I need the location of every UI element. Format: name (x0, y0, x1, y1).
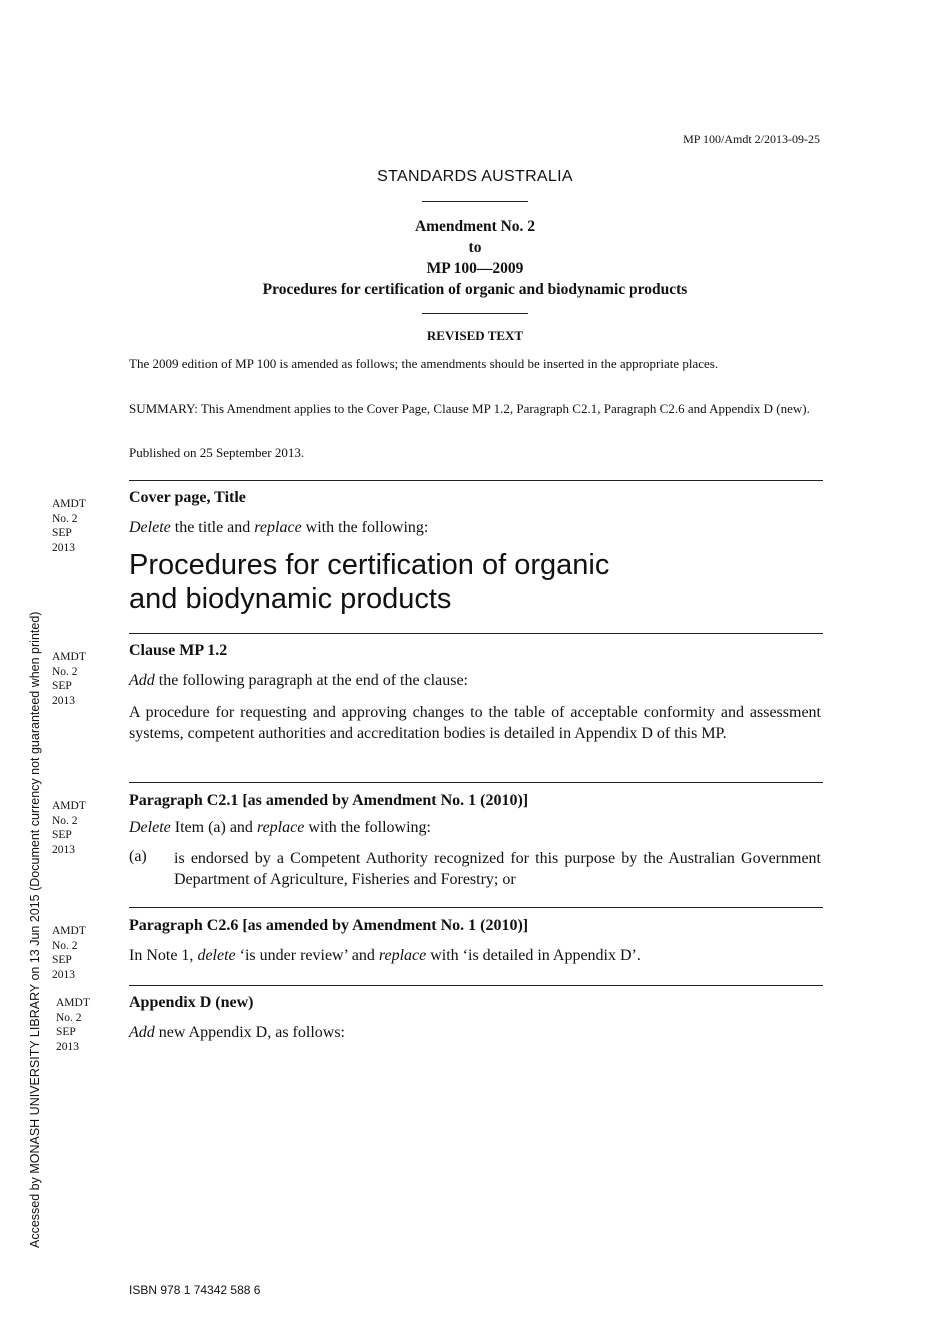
section-separator (129, 633, 823, 634)
amendment-number: Amendment No. 2 (414, 218, 536, 235)
document-reference: MP 100/Amdt 2/2013-09-25 (683, 132, 820, 146)
clause-new-paragraph: A procedure for requesting and approving changes to the table of acceptable conformity and assessment systems, competent authorities and accreditation bodies is detailed in Appendix D of this MP. (129, 704, 821, 742)
organization-name: STANDARDS AUSTRALIA (377, 168, 573, 185)
amendment-margin-note: AMDT No. 2 SEP 2013 (52, 651, 86, 707)
section-separator (129, 985, 823, 986)
section-separator (129, 782, 823, 783)
section-heading-clause-mp-1-2: Clause MP 1.2 (129, 642, 228, 659)
revised-text-label: REVISED TEXT (426, 328, 524, 343)
section-heading-paragraph-c2-6: Paragraph C2.6 [as amended by Amendment No. 1 (2010)] (129, 917, 529, 934)
title-divider-top (422, 201, 528, 202)
access-watermark: Accessed by MONASH UNIVERSITY LIBRARY on 13 Jun 2015 (Document currency not guaranteed when printed) (28, 611, 42, 1248)
clause-instruction: Add the following paragraph at the end of the clause: (129, 672, 468, 689)
title-divider-bottom (422, 313, 528, 314)
item-label: (a) (129, 848, 147, 865)
isbn: ISBN 978 1 74342 588 6 (129, 1283, 261, 1297)
item-text: is endorsed by a Competent Authority recognized for this purpose by the Australian Government Department of Agriculture, Fisheries and Forestry; or (174, 850, 821, 888)
cover-instruction: Delete the title and replace with the following: (129, 519, 429, 536)
standard-number: MP 100—2009 (426, 260, 524, 277)
amendment-to: to (468, 239, 482, 256)
appendix-d-instruction: Add new Appendix D, as follows: (129, 1024, 345, 1041)
c26-instruction: In Note 1, delete ‘is under review’ and replace with ‘is detailed in Appendix D’. (129, 947, 641, 964)
section-heading-appendix-d: Appendix D (new) (129, 994, 254, 1011)
amendment-margin-note: AMDT No. 2 SEP 2013 (56, 997, 90, 1053)
c21-instruction: Delete Item (a) and replace with the following: (129, 819, 431, 836)
section-heading-paragraph-c2-1: Paragraph C2.1 [as amended by Amendment No. 1 (2010)] (129, 792, 529, 809)
section-separator (129, 480, 823, 481)
standard-title: Procedures for certification of organic and biodynamic products (262, 281, 688, 298)
summary-paragraph: SUMMARY: This Amendment applies to the Cover Page, Clause MP 1.2, Paragraph C2.1, Paragraph C2.6 and Appendix D (new). (129, 401, 810, 416)
published-date: Published on 25 September 2013. (129, 445, 305, 460)
amendment-margin-note: AMDT No. 2 SEP 2013 (52, 925, 86, 981)
amendment-margin-note: AMDT No. 2 SEP 2013 (52, 498, 86, 554)
section-separator (129, 907, 823, 908)
section-heading-cover-page: Cover page, Title (129, 489, 246, 506)
amendment-margin-note: AMDT No. 2 SEP 2013 (52, 800, 86, 856)
intro-paragraph: The 2009 edition of MP 100 is amended as follows; the amendments should be inserted in the appropriate places. (129, 356, 719, 371)
new-cover-title: Procedures for certification of organic and biodynamic products (129, 549, 610, 615)
